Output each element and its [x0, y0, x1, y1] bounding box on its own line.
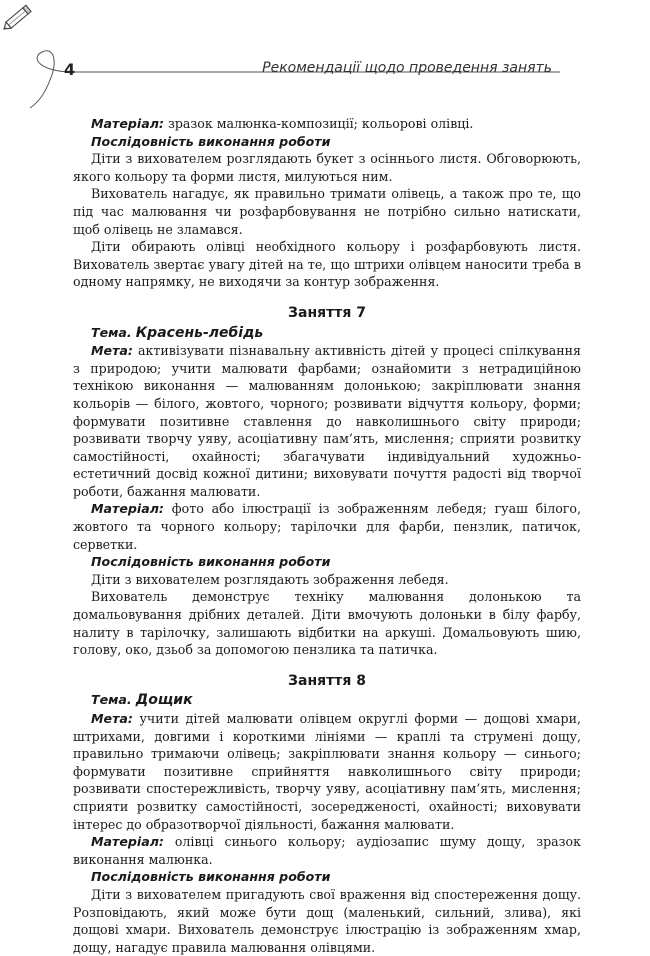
material-text: зразок малюнка-композиції; кольорові олівці.	[163, 116, 474, 131]
material-label: Матеріал:	[91, 834, 164, 850]
material-label: Матеріал:	[91, 501, 164, 517]
intro-material	[73, 115, 581, 133]
page-body	[73, 115, 581, 956]
pencil-icon	[0, 0, 34, 36]
paragraph: Діти з вихователем пригадують свої враження від спостереження дощу. Розповідають, який може бути дощ (маленький, сильний, злива), які дощові хмари. Вихователь демонструє ілюстрацію із зображенням хмар, дощу, нагадує правила малювання олівцями.	[73, 886, 581, 955]
paragraph: Діти з вихователем розглядають зображення лебедя.	[91, 571, 449, 587]
page-header	[0, 0, 650, 110]
lesson-goal	[73, 710, 581, 833]
paragraph: Діти обирають олівці необхідного кольору і розфарбовують листя. Вихователь звертає увагу дітей на те, що штрихи олівцем наносити треба в одному напрямку, не виходячи за контур зображення.	[73, 239, 581, 290]
page-number: 4	[64, 60, 76, 79]
lesson-material	[73, 833, 581, 868]
paragraph: Вихователь демонструє техніку малювання долонькою та домальовування дрібних деталей. Діти вмочують долоньки в білу фарбу, налиту в тарілочку, залишають відбитки на аркуші. Домальовують шию, голову, око, дзьоб за допомогою пензлика та патичка.	[73, 589, 581, 658]
goal-label: Мета:	[91, 343, 133, 359]
theme-label: Тема.	[91, 324, 132, 340]
material-label: Матеріал:	[91, 116, 164, 131]
lesson-theme	[73, 324, 581, 343]
sequence-heading: Послідовність виконання роботи	[91, 554, 331, 570]
goal-label: Мета:	[91, 711, 133, 726]
lesson-material	[73, 500, 581, 553]
running-title: Рекомендації щодо проведення занять	[262, 60, 552, 76]
lesson-title: Заняття 8	[288, 672, 366, 689]
sequence-heading: Послідовність виконання роботи	[91, 869, 331, 885]
theme-label: Тема.	[91, 692, 132, 708]
lesson-goal	[73, 342, 581, 500]
header-decoration	[0, 0, 650, 110]
theme-name: Красень-лебідь	[135, 324, 264, 341]
sequence-heading: Послідовність виконання роботи	[91, 133, 331, 149]
material-text: фото або ілюстрації із зображенням лебедя; гуаш білого, жовтого та чорного кольору; тарілочки для фарби, пензлик, патичок, серветки.	[73, 501, 581, 552]
goal-text: учити дітей малювати олівцем округлі форми — дощові хмари, штрихами, довгими і короткими лініями — краплі та струмені дощу, правильно тримаючи олівець; закріплювати знання кольору — синього; формувати позитивне сприйняття навколишнього світу природи; розвивати спостережливість, творчу уяву, асоціативну пам’ять, мислення; сприяти розвитку самостійності, зосередженості, охайності; виховувати інтерес до образотворчої діяльності, бажання малювати.	[73, 711, 581, 832]
lesson-theme	[73, 691, 581, 710]
lesson-title: Заняття 7	[288, 304, 366, 321]
paragraph: Діти з вихователем розглядають букет з осіннього листя. Обговорюють, якого кольору та форми листя, милуються ним.	[73, 151, 581, 184]
theme-name: Дощик	[135, 692, 193, 709]
material-text: олівці синього кольору; аудіозапис шуму дощу, зразок виконання малюнка.	[73, 834, 581, 867]
goal-text: активізувати пізнавальну активність дітей у процесі спілкування з природою; учити малювати фарбами; ознайомити з нетрадиційною технікою виконання — малюванням долонькою; закріплювати знання кольорів — білого, жовтого, чорного; розвивати відчуття кольору, форми; формувати позитивне ставлення до навколишнього світу природи; розвивати творчу уяву, асоціативну пам’ять, мислення; сприяти розвитку самостійності, охайності; збагачувати індивідуальний художньо-естетичний досвід кожної дитини; виховувати почуття радості від творчої роботи, бажання малювати.	[73, 343, 581, 499]
paragraph: Вихователь нагадує, як правильно тримати олівець, а також про те, що під час малювання чи розфарбовування не потрібно сильно натискати, щоб олівець не зламався.	[73, 186, 581, 237]
